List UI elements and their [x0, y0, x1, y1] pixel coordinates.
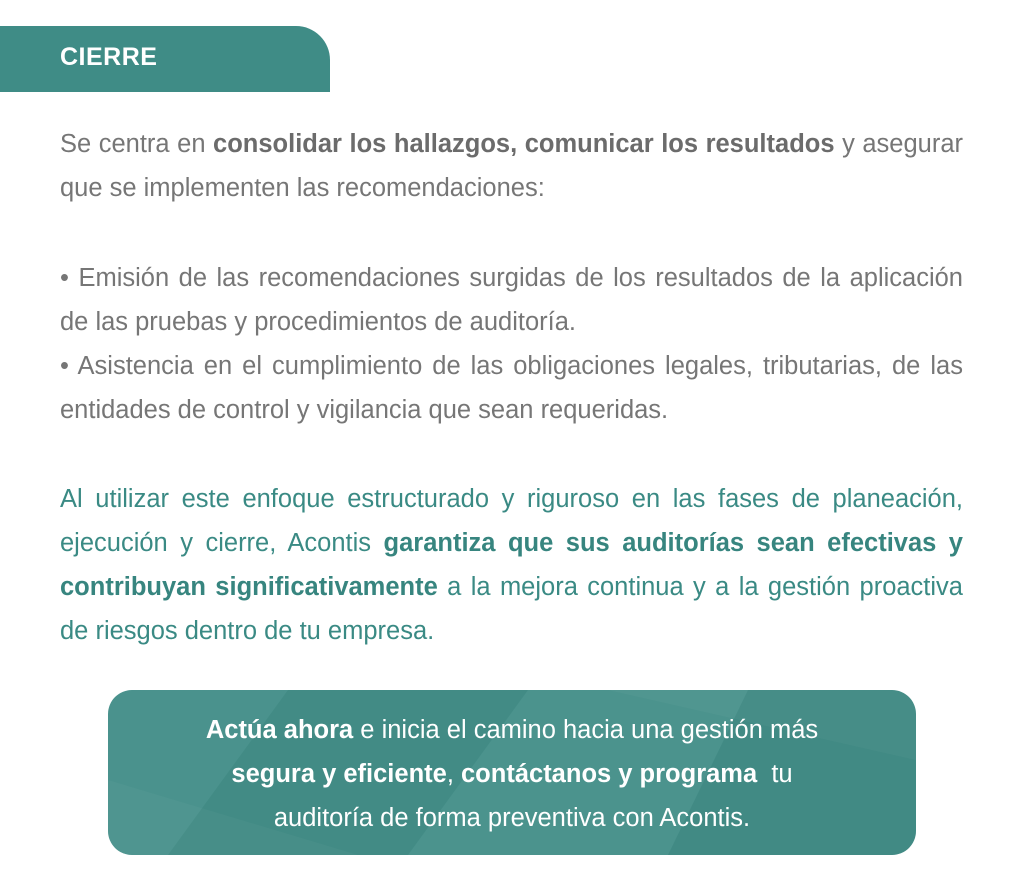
cta-text-4: auditoría de forma preventiva con Acontis.	[273, 804, 751, 832]
intro-paragraph	[60, 122, 963, 210]
section-header-tab	[0, 26, 330, 92]
cta-line-3	[108, 796, 916, 840]
bullet-text: Emisión de las recomendaciones surgidas de los resultados de la aplicación de las pruebas y procedimientos de auditoría.	[60, 264, 963, 336]
closing-text-1: Al utilizar este enfoque estructurado y riguroso en las fases de planeación, ejecución y cierre, Acontis	[60, 485, 963, 557]
cta-text-1: e inicia el camino hacia una gestión más	[353, 716, 819, 744]
bullet-dot: •	[60, 264, 69, 292]
intro-text-2: y asegurar que se implementen las recomendaciones:	[60, 130, 963, 202]
cta-line-2	[108, 752, 916, 796]
intro-text-1: Se centra en	[60, 130, 214, 158]
call-to-action-box	[108, 690, 916, 855]
cta-bold-secure: segura y eficiente	[231, 760, 447, 788]
bullet-item	[60, 344, 963, 432]
section-title: CIERRE	[60, 43, 158, 71]
bullet-dot: •	[60, 352, 69, 380]
cta-bold-contact: contáctanos y programa	[461, 760, 758, 788]
closing-text-2: a la mejora continua y a la gestión proactiva de riesgos dentro de tu empresa.	[60, 573, 963, 645]
bullet-text: Asistencia en el cumplimiento de las obligaciones legales, tributarias, de las entidades de control y vigilancia que sean requeridas.	[60, 352, 963, 424]
closing-paragraph	[60, 477, 963, 653]
closing-bold-1: garantiza que sus auditorías sean efectivas y contribuyan significativamente	[60, 529, 963, 601]
cta-bold-act-now: Actúa ahora	[205, 716, 354, 744]
cta-text-3: tu	[757, 760, 793, 788]
cta-text-2: ,	[446, 760, 461, 788]
cta-line-1	[108, 708, 916, 752]
cta-text	[108, 708, 916, 840]
intro-bold-1: consolidar los hallazgos, comunicar los resultados	[213, 130, 835, 158]
bullet-item	[60, 256, 963, 344]
